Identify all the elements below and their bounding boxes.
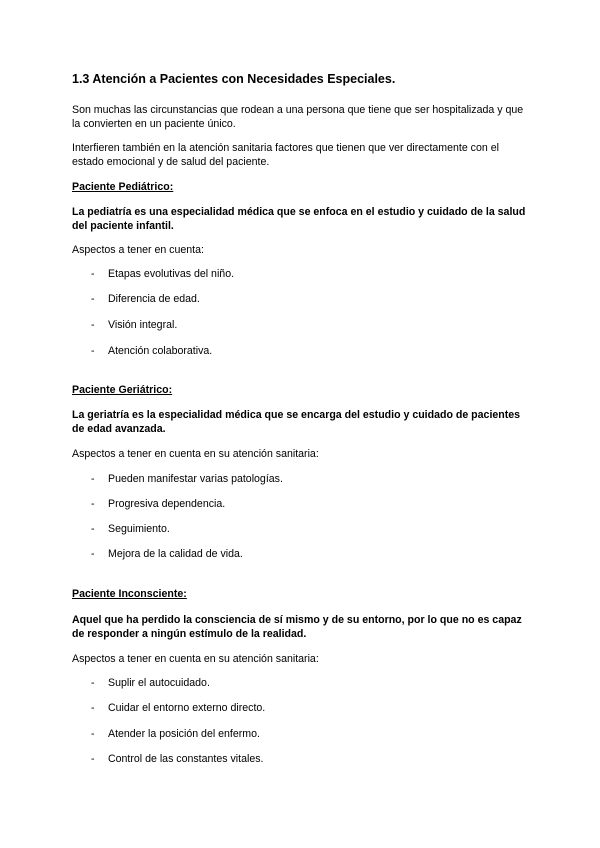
list-item <box>91 268 234 280</box>
list-item <box>91 523 170 535</box>
document-title: 1.3 Atención a Pacientes con Necesidades Especiales. <box>72 72 396 86</box>
section-definition-pediatric: La pediatría es una especialidad médica que se enfoca en el estudio y cuidado de la salud del paciente infantil. <box>72 206 526 232</box>
section-heading-geriatric: Paciente Geriátrico: <box>72 384 173 396</box>
bullet-marker: - <box>91 473 95 485</box>
list-item <box>91 753 263 765</box>
list-item <box>91 345 212 357</box>
bullet-marker: - <box>91 523 95 535</box>
list-item <box>91 473 283 485</box>
list-item <box>91 293 200 305</box>
list-item-text: Mejora de la calidad de vida. <box>108 548 243 560</box>
bullet-marker: - <box>91 728 95 740</box>
bullet-marker: - <box>91 293 95 305</box>
list-item-text: Diferencia de edad. <box>108 293 200 305</box>
section-heading-unconscious: Paciente Inconsciente: <box>72 588 187 600</box>
aspects-label-geriatric: Aspectos a tener en cuenta en su atención sanitaria: <box>72 448 319 460</box>
intro-paragraph-1: Son muchas las circunstancias que rodean a una persona que tiene que ser hospitalizada y que la convierten en un paciente único. <box>72 104 524 130</box>
list-item-text: Atender la posición del enfermo. <box>108 728 260 740</box>
list-item <box>91 728 260 740</box>
section-heading-pediatric: Paciente Pediátrico: <box>72 181 174 193</box>
list-item-text: Cuidar el entorno externo directo. <box>108 702 266 714</box>
aspects-label-pediatric: Aspectos a tener en cuenta: <box>72 244 204 256</box>
intro-paragraph-2: Interfieren también en la atención sanitaria factores que tienen que ver directamente con el estado emocional y de salud del paciente. <box>72 142 499 168</box>
bullet-marker: - <box>91 702 95 714</box>
list-item-text: Progresiva dependencia. <box>108 498 226 510</box>
bullet-marker: - <box>91 319 95 331</box>
aspects-label-unconscious: Aspectos a tener en cuenta en su atención sanitaria: <box>72 653 319 665</box>
list-item-text: Visión integral. <box>108 319 178 331</box>
section-definition-geriatric: La geriatría es la especialidad médica que se encarga del estudio y cuidado de pacientes de edad avanzada. <box>72 409 521 435</box>
list-item <box>91 498 225 510</box>
section-definition-unconscious: Aquel que ha perdido la consciencia de sí mismo y de su entorno, por lo que no es capaz de responder a ningún estímulo de la realidad. <box>72 614 522 640</box>
list-item <box>91 702 265 714</box>
bullet-marker: - <box>91 345 95 357</box>
list-item <box>91 548 243 560</box>
list-item-text: Atención colaborativa. <box>108 345 213 357</box>
bullet-marker: - <box>91 753 95 765</box>
list-item-text: Suplir el autocuidado. <box>108 677 210 689</box>
list-item <box>91 677 210 689</box>
list-item-text: Pueden manifestar varias patologías. <box>108 473 283 485</box>
list-item <box>91 319 177 331</box>
bullet-marker: - <box>91 548 95 560</box>
list-item-text: Seguimiento. <box>108 523 170 535</box>
list-item-text: Control de las constantes vitales. <box>108 753 264 765</box>
bullet-marker: - <box>91 498 95 510</box>
bullet-marker: - <box>91 268 95 280</box>
list-item-text: Etapas evolutivas del niño. <box>108 268 235 280</box>
bullet-marker: - <box>91 677 95 689</box>
